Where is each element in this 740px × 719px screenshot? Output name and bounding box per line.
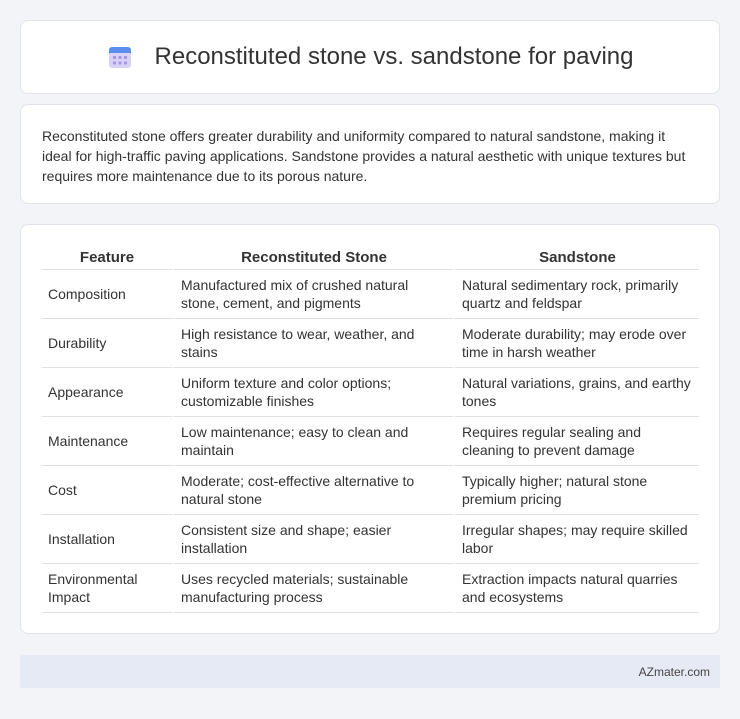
sandstone-cell: Natural variations, grains, and earthy tones — [453, 368, 699, 417]
sandstone-cell: Irregular shapes; may require skilled labor — [453, 515, 699, 564]
table-row — [42, 564, 699, 613]
header-feature: Feature — [42, 245, 172, 270]
table-row — [42, 368, 699, 417]
table-row — [42, 417, 699, 466]
summary-card — [20, 104, 720, 204]
table-row — [42, 466, 699, 515]
sandstone-cell: Natural sedimentary rock, primarily quartz and feldspar — [453, 270, 699, 319]
summary-text: Reconstituted stone offers greater durability and uniformity compared to natural sandstone, making it ideal for high-traffic paving applications. Sandstone provides a natural aesthetic with unique textures but requires more maintenance due to its porous nature. — [42, 128, 686, 184]
comparison-table-card — [20, 224, 720, 634]
calendar-icon — [107, 44, 133, 70]
table-row — [42, 270, 699, 319]
feature-cell: Cost — [42, 466, 172, 515]
page-title: Reconstituted stone vs. sandstone for paving — [154, 43, 634, 70]
footer — [20, 655, 720, 688]
reconstituted-cell: Consistent size and shape; easier installation — [172, 515, 453, 564]
reconstituted-cell: Uses recycled materials; sustainable manufacturing process — [172, 564, 453, 613]
feature-cell: Durability — [42, 319, 172, 368]
feature-cell: Environmental Impact — [42, 564, 172, 613]
feature-cell: Maintenance — [42, 417, 172, 466]
reconstituted-cell: Manufactured mix of crushed natural stone, cement, and pigments — [172, 270, 453, 319]
table-row — [42, 515, 699, 564]
sandstone-cell: Requires regular sealing and cleaning to prevent damage — [453, 417, 699, 466]
sandstone-cell: Typically higher; natural stone premium pricing — [453, 466, 699, 515]
footer-source: AZmater.com — [638, 664, 710, 679]
title-card — [20, 20, 720, 94]
feature-cell: Appearance — [42, 368, 172, 417]
header-sandstone: Sandstone — [453, 245, 699, 270]
sandstone-cell: Moderate durability; may erode over time in harsh weather — [453, 319, 699, 368]
feature-cell: Composition — [42, 270, 172, 319]
sandstone-cell: Extraction impacts natural quarries and ecosystems — [453, 564, 699, 613]
table-row — [42, 319, 699, 368]
reconstituted-cell: High resistance to wear, weather, and stains — [172, 319, 453, 368]
reconstituted-cell: Low maintenance; easy to clean and maintain — [172, 417, 453, 466]
reconstituted-cell: Uniform texture and color options; customizable finishes — [172, 368, 453, 417]
feature-cell: Installation — [42, 515, 172, 564]
reconstituted-cell: Moderate; cost-effective alternative to natural stone — [172, 466, 453, 515]
comparison-table — [42, 245, 699, 613]
header-reconstituted-stone: Reconstituted Stone — [172, 245, 453, 270]
table-header-row — [42, 245, 699, 270]
